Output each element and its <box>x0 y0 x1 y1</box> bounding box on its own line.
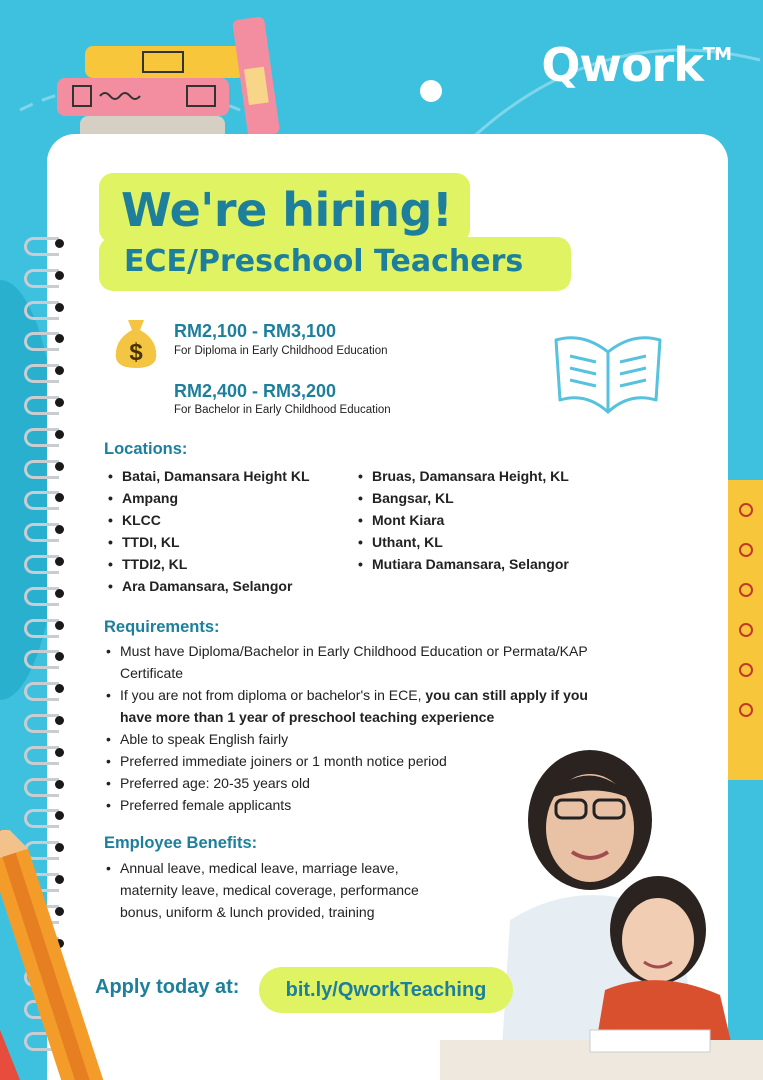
list-item: • Preferred immediate joiners or 1 month notice period <box>104 750 684 772</box>
spiral-ring <box>22 681 70 697</box>
locations-title: Locations: <box>104 440 188 458</box>
headline-title: We're hiring! <box>121 183 453 237</box>
salary-bachelor-note: For Bachelor in Early Childhood Education <box>174 404 391 416</box>
benefits-title: Employee Benefits: <box>104 834 258 852</box>
requirements-title: Requirements: <box>104 618 220 636</box>
spiral-ring <box>22 586 70 602</box>
spiral-ring <box>22 490 70 506</box>
apply-link[interactable]: bit.ly/QworkTeaching <box>259 967 513 1013</box>
apply-label: Apply today at: <box>95 976 240 998</box>
spiral-ring <box>22 745 70 761</box>
list-item: • Bangsar, KL <box>356 487 569 509</box>
spiral-ring <box>22 331 70 347</box>
pencil-red-corner <box>0 1030 20 1080</box>
spiral-ring <box>22 300 70 316</box>
list-item: • Mont Kiara <box>356 509 569 531</box>
locations-list-right <box>356 465 569 575</box>
salary-diploma-note: For Diploma in Early Childhood Education <box>174 345 388 357</box>
spiral-ring <box>22 427 70 443</box>
open-book-icon <box>548 322 670 418</box>
spiral-ring <box>22 395 70 411</box>
svg-text:$: $ <box>129 339 143 366</box>
list-item: • Preferred age: 20-35 years old <box>104 772 684 794</box>
money-bag-icon <box>112 316 160 370</box>
list-item: • TTDI, KL <box>106 531 310 553</box>
list-item: • Preferred female applicants <box>104 794 684 816</box>
locations-list-left <box>106 465 310 597</box>
spiral-ring <box>22 522 70 538</box>
spiral-ring <box>22 649 70 665</box>
list-item: • Annual leave, medical leave, marriage leave, maternity leave, medical coverage, performance bonus, uniform & lunch provided, training <box>104 857 504 923</box>
list-item: • If you are not from diploma or bachelor's in ECE, you can still apply if you have more than 1 year of preschool teaching experience <box>104 684 684 728</box>
list-item: • Ara Damansara, Selangor <box>106 575 310 597</box>
spiral-ring <box>22 808 70 824</box>
list-item: • Able to speak English fairly <box>104 728 684 750</box>
salary-bachelor-range: RM2,400 - RM3,200 <box>174 381 337 401</box>
spiral-ring <box>22 554 70 570</box>
list-item: • Must have Diploma/Bachelor in Early Childhood Education or Permata/KAP Certificate <box>104 640 684 684</box>
list-item: • Uthant, KL <box>356 531 569 553</box>
list-item: • Mutiara Damansara, Selangor <box>356 553 569 575</box>
spiral-ring <box>22 618 70 634</box>
spiral-ring <box>22 713 70 729</box>
spiral-ring <box>22 236 70 252</box>
list-item: • Batai, Damansara Height KL <box>106 465 310 487</box>
spiral-ring <box>22 777 70 793</box>
spiral-ring <box>22 459 70 475</box>
spiral-ring <box>22 363 70 379</box>
notebook-spiral-icon <box>728 470 763 780</box>
qwork-logo: Qwork™ <box>541 38 731 92</box>
salary-diploma-range: RM2,100 - RM3,100 <box>174 321 337 341</box>
list-item: • Bruas, Damansara Height, KL <box>356 465 569 487</box>
list-item: • KLCC <box>106 509 310 531</box>
benefits-list <box>104 857 504 923</box>
spiral-ring <box>22 268 70 284</box>
headline-subtitle: ECE/Preschool Teachers <box>124 244 524 279</box>
list-item: • Ampang <box>106 487 310 509</box>
list-item: • TTDI2, KL <box>106 553 310 575</box>
books-stack-icon <box>55 16 300 141</box>
